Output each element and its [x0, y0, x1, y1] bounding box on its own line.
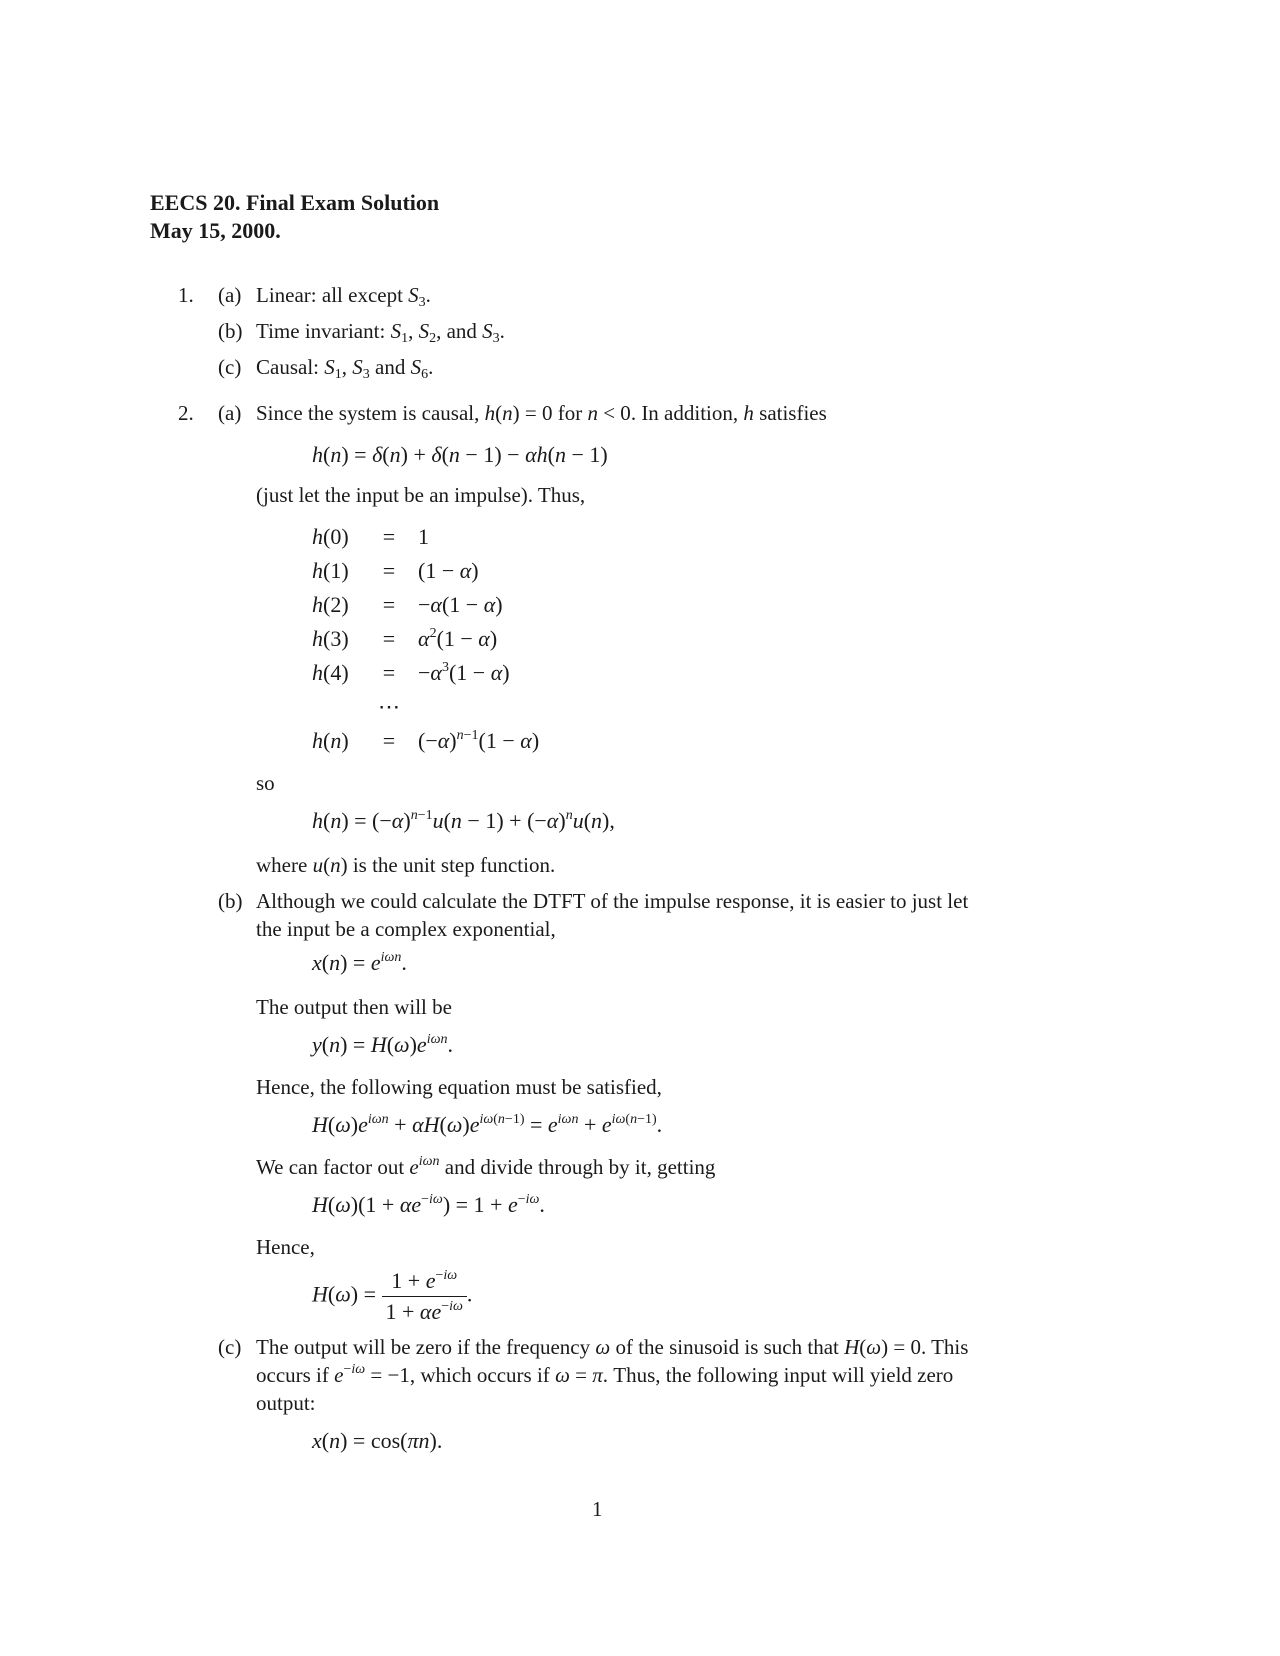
q2-a-intro-pre: Since the system is causal,	[256, 401, 480, 425]
q2-a-impulse-table: h(0) = 1 h(1) = (1 − α) h(2) = −α(1 − α) h(3) = $\alpha^2(1 - \alpha)$ h(4) = $-\alpha^3(1 - \alpha)$ ⋯ h(n) = $(-\alpha)^{n-1}(1 - \alpha)$	[312, 524, 540, 753]
q2-a-intro-post: . In addition,	[630, 401, 739, 425]
q2-c-line3: output:	[256, 1391, 316, 1415]
q2-a-intro-mid: for	[557, 401, 583, 425]
q2-b-balance-equation: $H(\omega)e^{i\omega n} + \alpha H(\omega)e^{i\omega(n-1)} = e^{i\omega n} + e^{i\omega(n-1)}$.	[312, 1112, 663, 1137]
q2-a-intro: Since the system is causal, h(n) = 0 for n < 0. In addition, h satisfies	[256, 401, 827, 425]
q2-b-input: $x(n) = e^{i\omega n}$.	[312, 950, 407, 975]
frequency-response-fraction: $\frac{1 + e^{-i\omega}}{1 + \alpha e^{-i\omega}}$	[382, 1268, 467, 1325]
q1-b: Time invariant: $S_1$, $S_2$, and $S_3$.	[256, 319, 505, 346]
q2-a-where-pre: where	[256, 853, 308, 877]
q1-number: 1.	[178, 283, 194, 307]
q2-c-line1-mid: of the sinusoid is such that	[615, 1335, 839, 1359]
q2-b-output-equation: $y(n) = H(\omega)e^{i\omega n}$.	[312, 1032, 453, 1057]
q2-a-note: (just let the input be an impulse). Thus,	[256, 483, 586, 507]
document-date: May 15, 2000.	[150, 218, 281, 243]
page-number: 1	[592, 1497, 603, 1521]
q2-a-where: where u(n) is the unit step function.	[256, 853, 556, 877]
q2-b-factor-post: and divide through by it, getting	[444, 1155, 716, 1179]
q2-b-factor-pre: We can factor out	[256, 1155, 405, 1179]
q2-c-line1-post: . This	[920, 1335, 969, 1359]
q1-c-text: Causal:	[256, 355, 319, 379]
q2-a-closed-form: $h(n) = (-\alpha)^{n-1}u(n - 1) + (-\alpha)^nu(n)$,	[312, 808, 615, 833]
q2-b-factor: We can factor out $e^{i\omega n}$ and divide through by it, getting	[256, 1154, 716, 1179]
q2-c-zero-input: x(n) = cos(πn).	[312, 1428, 443, 1453]
q2-b-label: (b)	[218, 889, 243, 913]
q2-b-frequency-response: H(ω) = $\frac{1 + e^{-i\omega}}{1 + \alpha e^{-i\omega}}$ .	[312, 1268, 473, 1324]
q1-b-and: , and	[436, 319, 477, 343]
q2-c-line2: occurs if $e^{-i\omega} = -1$, which occurs if ω = π. Thus, the following input will yield zero	[256, 1362, 954, 1387]
q1-c-and: and	[375, 355, 406, 379]
q2-a-so: so	[256, 771, 275, 795]
q2-b-factored-equation: $H(\omega)(1 + \alpha e^{-i\omega}) = 1 + e^{-i\omega}$.	[312, 1192, 545, 1217]
document-title: EECS 20. Final Exam Solution	[150, 190, 440, 215]
q1-a-text: Linear: all except	[256, 283, 403, 307]
q2-c-line2-pre: occurs if	[256, 1363, 329, 1387]
q1-c-label: (c)	[218, 355, 242, 379]
q2-c-label: (c)	[218, 1335, 242, 1359]
q2-c-line2-mid: , which occurs if	[409, 1363, 550, 1387]
q1-c: Causal: $S_1$, $S_3$ and $S_6$.	[256, 355, 434, 382]
q2-a-difference-equation: h(n) = δ(n) + δ(n − 1) − αh(n − 1)	[312, 442, 608, 467]
q2-c-line1-pre: The output will be zero if the frequency	[256, 1335, 591, 1359]
q2-b-line2: the input be a complex exponential,	[256, 917, 556, 941]
q2-b-hence1: Hence, the following equation must be satisfied,	[256, 1075, 662, 1099]
q1-b-label: (b)	[218, 319, 243, 343]
q2-c-line2-post: . Thus, the following input will yield zero	[602, 1363, 954, 1387]
q1-b-text: Time invariant:	[256, 319, 386, 343]
q1-a-label: (a)	[218, 283, 242, 307]
q2-b-line1: Although we could calculate the DTFT of the impulse response, it is easier to just let	[256, 889, 969, 913]
q2-number: 2.	[178, 401, 194, 425]
q2-a-intro-end: satisfies	[759, 401, 827, 425]
q2-a-where-post: is the unit step function.	[352, 853, 556, 877]
q2-c-line1: The output will be zero if the frequency ω of the sinusoid is such that H(ω) = 0. This	[256, 1335, 969, 1359]
q2-a-label: (a)	[218, 401, 242, 425]
q2-b-output-text: The output then will be	[256, 995, 452, 1019]
q2-b-hence2: Hence,	[256, 1235, 315, 1259]
q1-a: Linear: all except $S_3$.	[256, 283, 431, 310]
